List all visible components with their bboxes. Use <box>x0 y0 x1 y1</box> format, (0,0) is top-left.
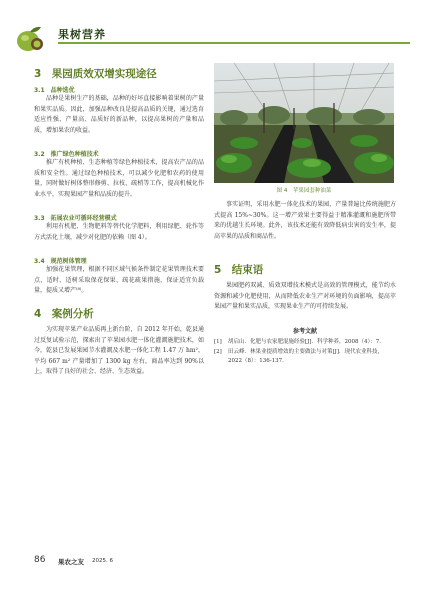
references-list <box>214 338 396 367</box>
figure-caption: 图 4 苹果园套种油菜 <box>276 188 332 194</box>
reference-number: [1] <box>214 339 222 345</box>
section-3-2-title: 3.2 推广绿色种植技术 <box>34 151 99 158</box>
reference-number: [2] <box>214 348 222 355</box>
section-3-1-title: 3.1 品种选优 <box>34 87 75 94</box>
section-3-3-title: 3.3 拓展农业可循环经营模式 <box>34 215 117 222</box>
section-4-title: 4 案例分析 <box>34 308 94 320</box>
section-3-1-text: 品种是果树生产的基础，品种的好坏直接影响着果树的产量和果实品质。因此，加强品种改良是提高品质的关键，通过选育适应性强、产量高、品质好的新品种，以提高果树的产量和品质，增加果农的收益。 <box>34 95 204 134</box>
section-4-text: 为实现苹果产业品质再上新台阶，自 2012 年开始，乾县通过反复试验示范，探索出了苹果园水肥一体化灌溉施肥技术，如今，乾县已发展果园节水灌溉及水肥一体化工程 1.47 万 hm²，平均 667 m² 产量增加了 1300 kg 左右，商品率达到 90%以上，取得了良好的社会、经济、生态效益。 <box>34 326 204 376</box>
header-rule <box>58 42 410 44</box>
fruit-logo-icon <box>14 24 46 54</box>
section-3-4-text: 加强花果管理，根据不同区域气候条件制定花果管理技术要点，适时、适树采取保花保果、疏花疏果措施，保证适宜负载量，提质又增产⁽⁸⁾。 <box>34 266 204 295</box>
orchard-photo <box>214 63 394 183</box>
reference-text: 田云峰．林果业提质增效的主要做法与对策[J]．现代农业科技，2022（8）：136-137. <box>228 348 383 364</box>
column-title: 果树营养 <box>58 28 106 41</box>
section-5-title: 5 结束语 <box>214 264 264 276</box>
journal-issue: 2025. 6 <box>92 558 113 564</box>
reference-item <box>214 338 396 348</box>
journal-name: 果农之友 <box>58 558 84 566</box>
section-5-text: 果园肥药双减、质效双增技术模式是高效的管理模式，能节约水资源和减少化肥使用，从而降低农业生产对环境的负面影响，提高苹果园产量和果实品质，实现果业生产的可持续发展。 <box>214 282 396 311</box>
reference-item <box>214 348 396 367</box>
section-3-title: 3 果园质效双增实现途径 <box>34 68 157 80</box>
references-title: 参考文献 <box>292 328 317 335</box>
section-3-3-text: 利用有机肥、生物肥料等替代化学肥料，利用绿肥、轮作等方式活化土壤，减少对化肥的依赖（图 4）。 <box>34 223 204 241</box>
section-3-2-text: 推广有机种植、生态种植等绿色种植技术，提高农产品的品质和安全性。通过绿色种植技术，可以减少化肥和农药的使用量，同时做好树体整形修剪、拉枝、疏梢等工作，提高机械化作业水平，实现果园产量和品质的提升。 <box>34 159 204 198</box>
page-number: 86 <box>34 555 46 565</box>
continued-text: 事实证明，采用水肥一体化技术的果园，产量普遍比传统施肥方式提高 15%~30%。这一增产效果主要得益于精准灌溉和施肥所带来的优越生长环境。此外，该技术还能有效降低病虫害的发生率，提高苹果的品质和商品性。 <box>214 201 396 240</box>
reference-text: 胡启山．化肥与农家肥混施经验[J]．科学种养，2008（4）：7. <box>228 339 381 345</box>
section-3-4-title: 3.4 规范树体管理 <box>34 258 87 265</box>
